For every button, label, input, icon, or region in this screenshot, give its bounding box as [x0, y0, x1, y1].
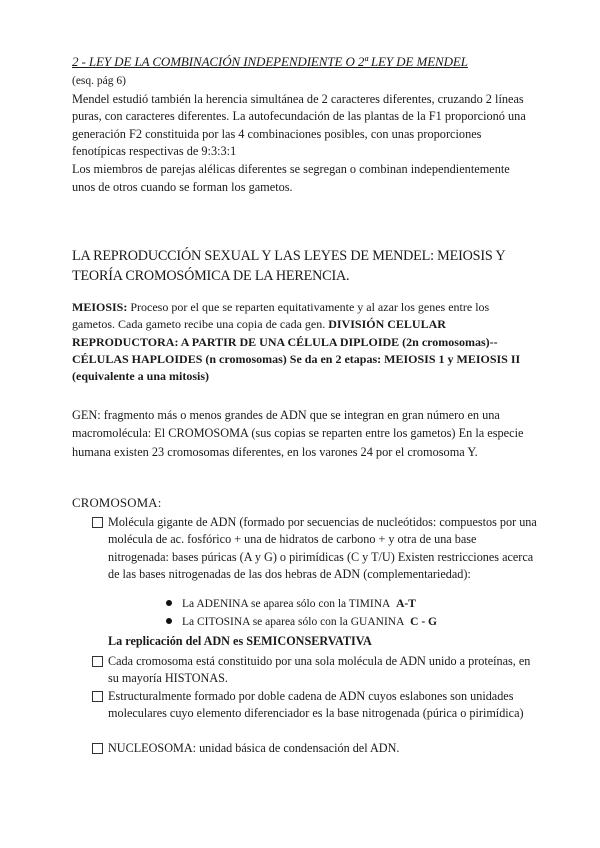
bullet-citosina [166, 616, 437, 628]
list-item [92, 514, 537, 584]
meiosis-paragraph [72, 299, 532, 385]
meiosis-bold-text: DIVISIÓN CELULAR REPRODUCTORA: A PARTIR DE UNA CÉLULA DIPLOIDE (2n cromosomas)--CÉLULAS HAPLOIDES (n cromosomas) Se da en 2 etapas: MEIOSIS 1 y MEIOSIS II (equivalente a una mitosis) [72, 317, 521, 384]
subtitle-reference: (esq. pág 6) [72, 75, 126, 87]
bullet-text: La ADENINA se aparea sólo con la TIMINA [182, 598, 391, 610]
cromosoma-heading: CROMOSOMA: [72, 496, 162, 510]
section-title-ley-mendel: 2 - LEY DE LA COMBINACIÓN INDEPENDIENTE O 2ª LEY DE MENDEL [72, 54, 468, 69]
checkbox-icon [92, 691, 103, 702]
bullet-adenina [166, 598, 416, 610]
bullet-icon [166, 618, 172, 624]
section-title-reproduccion: LA REPRODUCCIÓN SEXUAL Y LAS LEYES DE MENDEL: MEIOSIS Y TEORÍA CROMOSÓMICA DE LA HERENCIA. [72, 248, 505, 284]
bullet-icon [166, 600, 172, 606]
replication-note: La replicación del ADN es SEMICONSERVATIVA [108, 634, 372, 648]
list-item [92, 740, 537, 757]
checkbox-icon [92, 656, 103, 667]
bullet-text: La CITOSINA se aparea sólo con la GUANINA [182, 616, 405, 628]
gen-paragraph: GEN: fragmento más o menos grandes de ADN que se integran en gran número en una macromolécula: El CROMOSOMA (sus copias se reparten entre los gametos) En la especie humana existen 23 cromosomas diferentes, en los varones 24 por el cromosoma Y. [72, 408, 524, 459]
checkbox-icon [92, 743, 103, 754]
list-item [92, 653, 537, 688]
section1-body [72, 73, 532, 196]
list-item [92, 688, 537, 723]
paragraph-alelos: Los miembros de parejas alélicas diferentes se segregan o combinan independientemente unos de otros cuando se forman los gametos. [72, 161, 510, 194]
paragraph-mendel: Mendel estudió también la herencia simultánea de 2 caracteres diferentes, cruzando 2 líneas puras, con caracteres diferentes. La autofecundación de las plantas de la F1 proporcionó una generación F2 constituida por las 4 combinaciones posibles, con unas proporciones fenotípicas respectivas de 9:3:3:1 [72, 91, 526, 159]
bullet-pair: C - G [410, 616, 437, 628]
meiosis-label: MEIOSIS: [72, 300, 128, 314]
list-item-text: NUCLEOSOMA: unidad básica de condensación del ADN. [108, 741, 400, 755]
meiosis-text: Proceso por el que se reparten equitativamente y al azar los genes entre los gametos. Cada gameto recibe una copia de cada gen. [72, 300, 490, 332]
list-item-text: Estructuralmente formado por doble cadena de ADN cuyos eslabones son unidades moleculares cuyo elemento diferenciador es la base nitrogenada (púrica o pirimídica) [108, 689, 524, 721]
checkbox-icon [92, 517, 103, 528]
bullet-pair: A-T [396, 598, 416, 610]
list-item-text: Molécula gigante de ADN (formado por secuencias de nucleótidos: compuestos por una molécula de ac. fosfórico + una de hidratos de carbono + y otra de una base nitrogenada: bases púricas (A y G) o pirimídicas (C y T/U) Existen restricciones acerca de las bases nitrogenadas de las dos hebras de ADN (complementariedad): [108, 515, 537, 582]
list-item-text: Cada cromosoma está constituido por una sola molécula de ADN unido a proteínas, en su mayoría HISTONAS. [108, 654, 531, 686]
